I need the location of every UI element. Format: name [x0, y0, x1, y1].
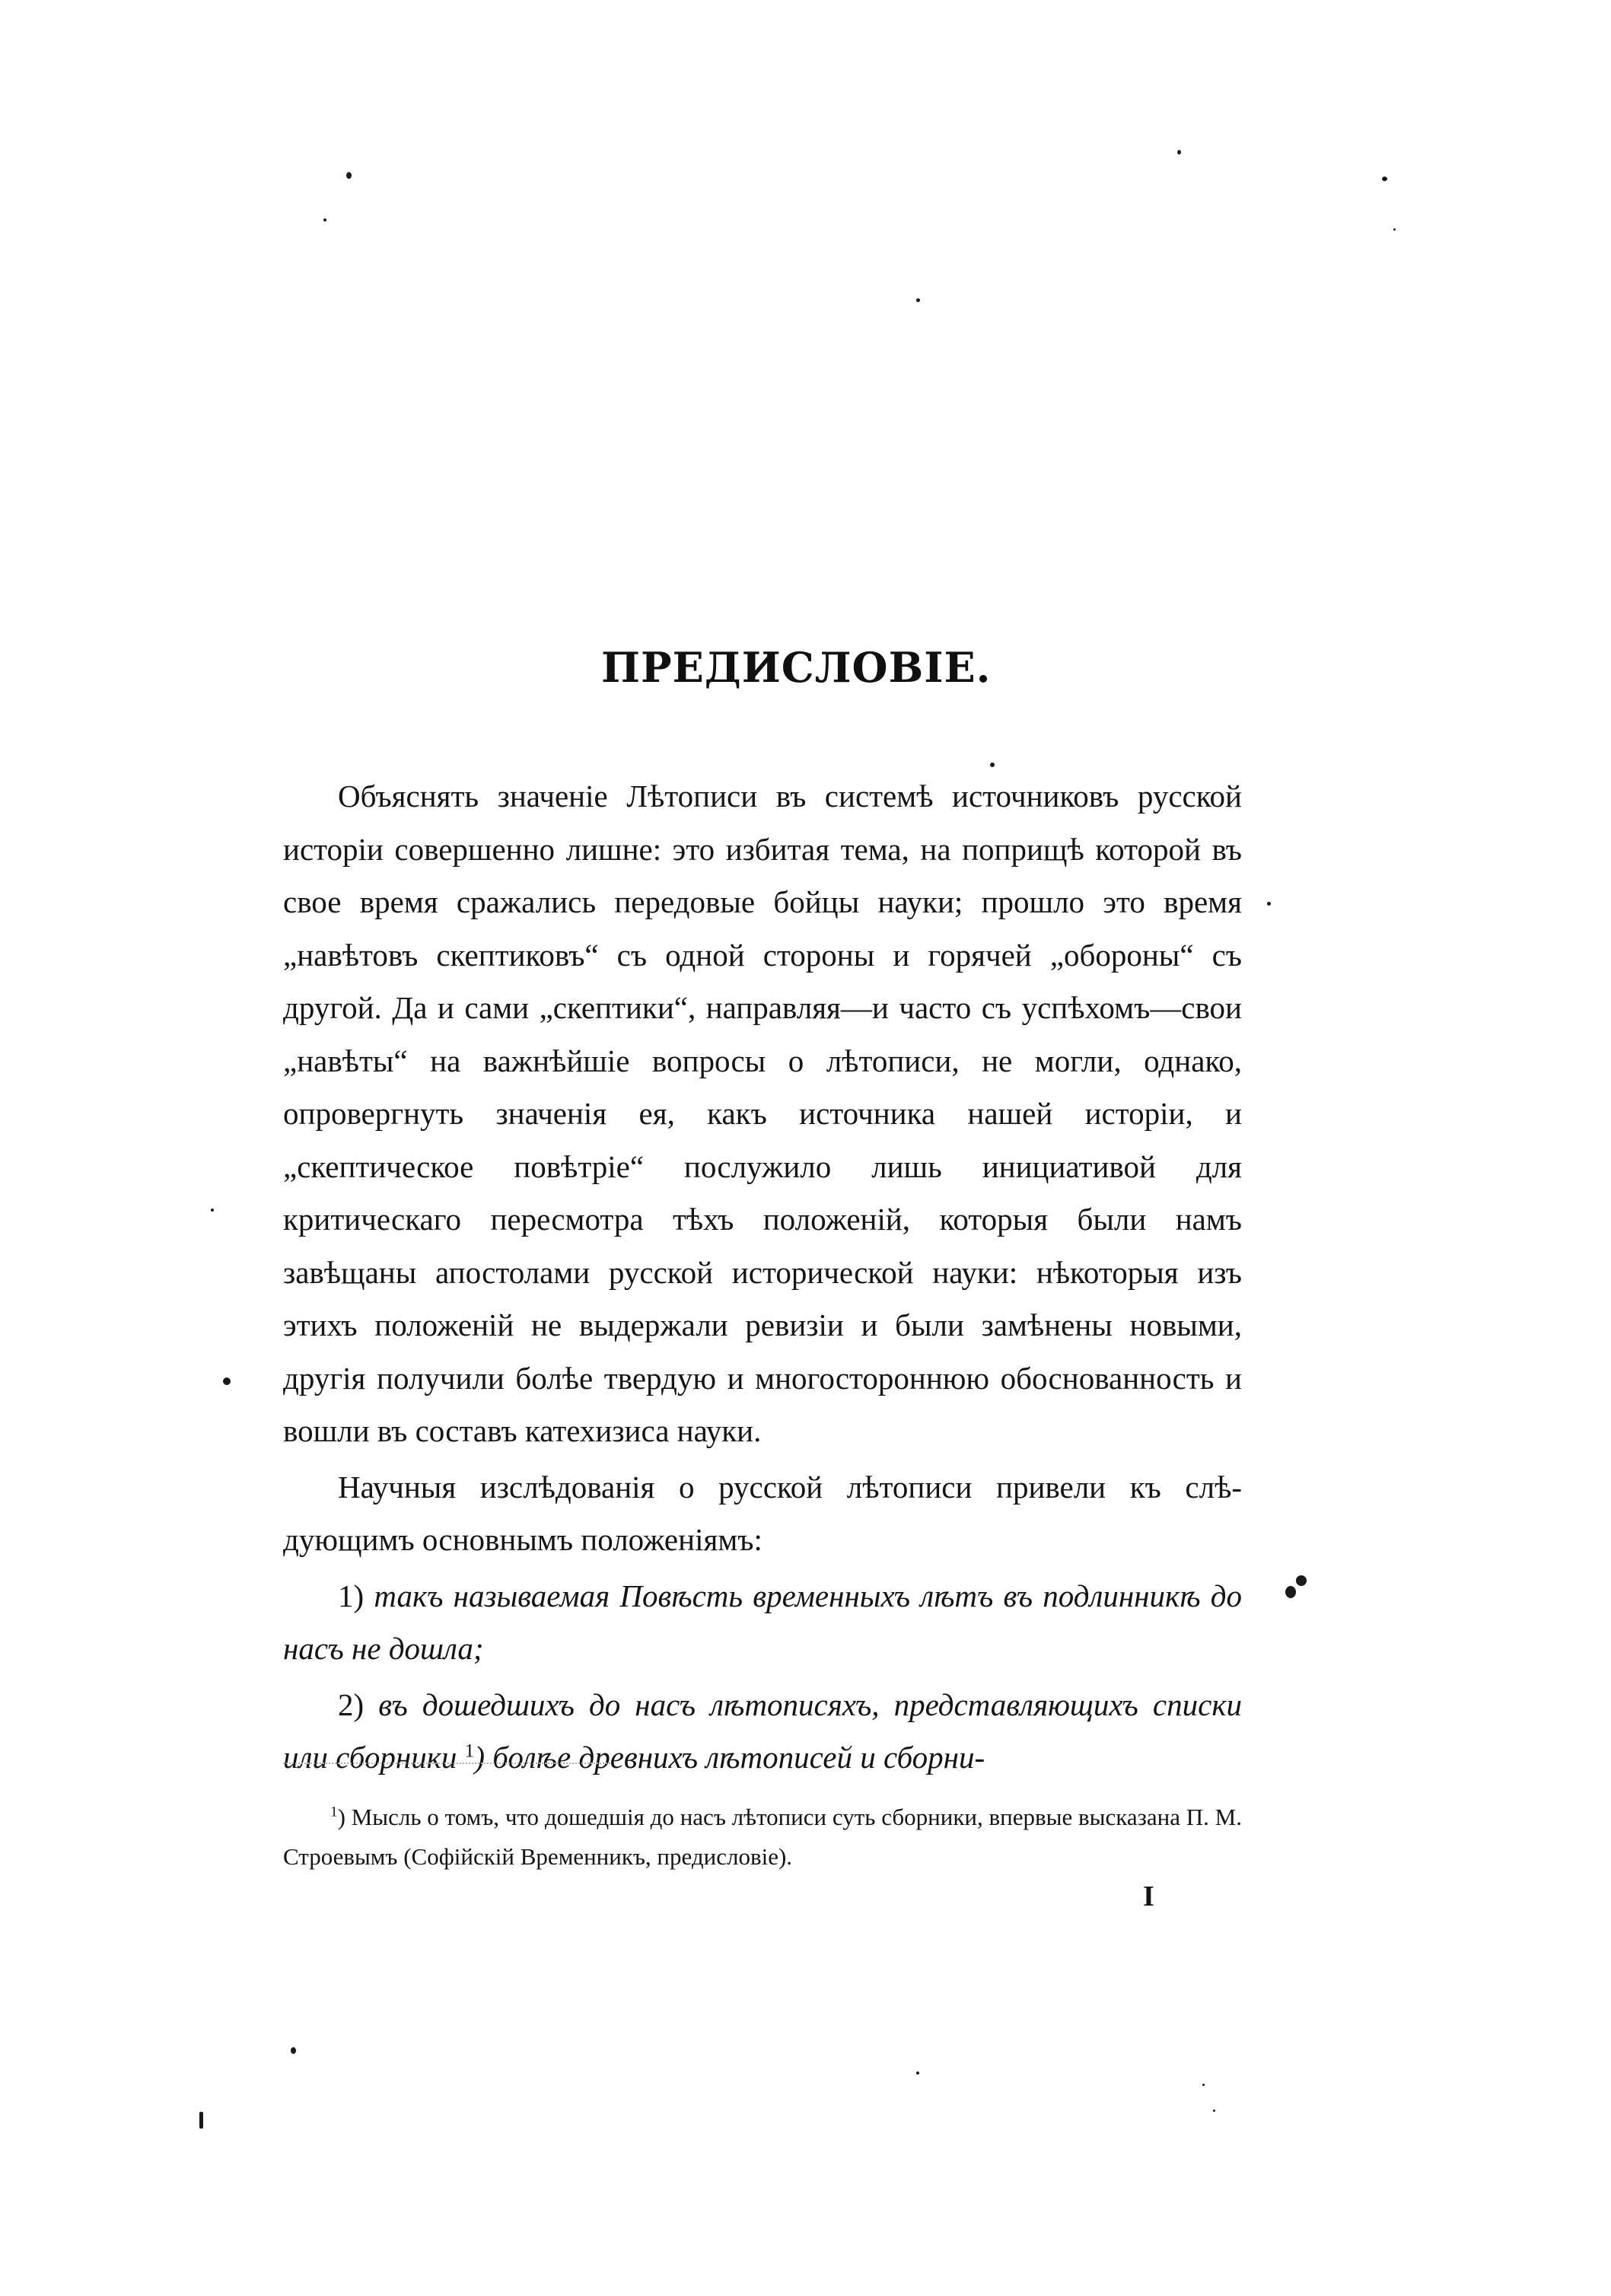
- scan-speck: [199, 2112, 203, 2129]
- footnote-marker: 1: [330, 1804, 338, 1820]
- page-title: ПРЕДИСЛОВІЕ.: [601, 643, 992, 692]
- scan-speck: [1202, 2084, 1205, 2086]
- list-item-number: 2): [338, 1686, 365, 1722]
- scan-speck: [990, 763, 995, 767]
- scan-speck: [1177, 150, 1181, 154]
- list-item-2: [283, 1679, 1242, 1785]
- list-item-1: [283, 1570, 1242, 1676]
- scan-speck: [1296, 1575, 1307, 1586]
- footnote: [283, 1798, 1242, 1877]
- footnote-text: ) Мысль о томъ, что дошедшія до насъ лѣтописи суть сборники, впервые высказана П. М. Строевымъ (Софійскій Временникъ, предисловіе).: [283, 1804, 1242, 1870]
- scan-speck: [223, 1377, 231, 1385]
- scan-speck: [916, 2071, 919, 2075]
- paragraph-intro: Объяснять значеніе Лѣтописи въ системѣ источниковъ русской исторіи совершенно лишне: это избитая тема, на поприщѣ которой въ свое время сражались передовые бойцы науки; прошло это время „навѣтовъ скептиковъ“ съ одной стороны и горячей „обороны“ съ другой. Да и сами „скептики“, направляя—и часто съ успѣхомъ—свои „навѣты“ на важнѣйшіе вопросы о лѣтописи, не могли, однако, опровергнуть значенія ея, какъ источника нашей исторіи, и „скептическое повѣтріе“ послужило лишь инициативой для критическаго пересмотра тѣхъ положеній, которыя были намъ завѣщаны апостолами русской исторической науки: нѣкоторыя изъ этихъ положеній не выдержали ревизіи и были замѣнены новыми, другія получили болѣе твердую и многостороннюю обоснованность и вошли въ составъ катехизиса науки.: [283, 779, 1242, 1448]
- footnote-divider: [283, 1763, 610, 1764]
- scan-speck: [1267, 902, 1271, 906]
- scan-speck: [1213, 2110, 1215, 2112]
- page-number: I: [1143, 1880, 1154, 1912]
- scan-speck: [1393, 228, 1396, 231]
- list-item-text: въ дошедшихъ до насъ лѣтописяхъ, представляющихъ списки или сборники: [283, 1686, 1243, 1775]
- scan-speck: [291, 2047, 296, 2054]
- scan-speck: [211, 1209, 214, 1212]
- list-item-text: такъ называемая Повѣсть временныхъ лѣтъ въ подлинникѣ до насъ не дошла;: [283, 1578, 1242, 1666]
- list-item-text-continued: ) болѣе древнихъ лѣтописей и сборни-: [474, 1740, 985, 1775]
- scan-speck: [916, 298, 920, 302]
- paragraph-results: Научныя изслѣдованія о русской лѣтописи привели къ слѣдующимъ основнымъ положеніямъ:: [283, 1469, 1242, 1557]
- scan-speck: [1285, 1586, 1296, 1598]
- footnote-reference: 1: [464, 1740, 475, 1762]
- scan-speck: [1382, 177, 1387, 181]
- body-text: [283, 770, 1242, 1785]
- scan-speck: [346, 172, 352, 179]
- scan-speck: [323, 218, 326, 221]
- list-item-number: 1): [338, 1578, 365, 1613]
